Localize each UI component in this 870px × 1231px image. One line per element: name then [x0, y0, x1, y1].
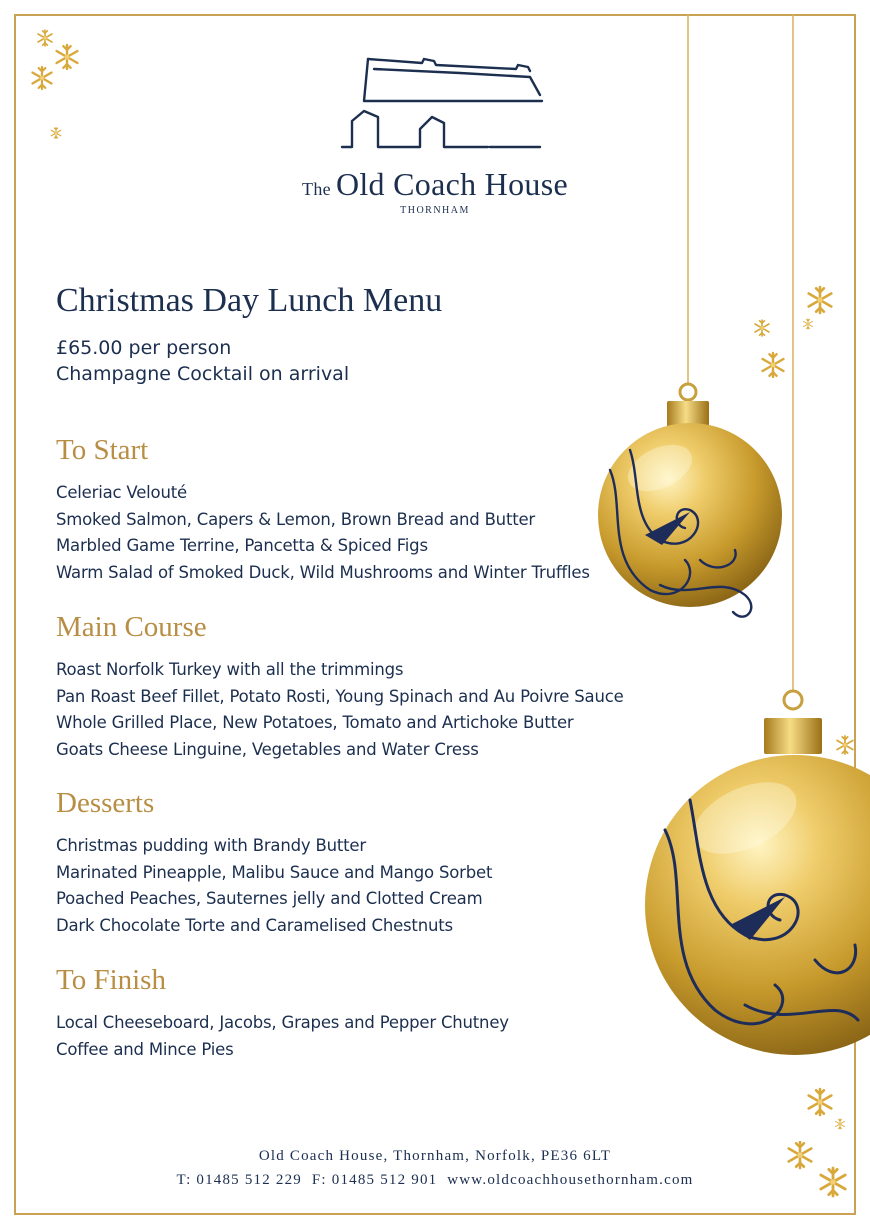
logo-location: THORNHAM: [400, 205, 470, 216]
bauble-icon: [598, 384, 782, 617]
logo-name: [0, 166, 870, 203]
section-heading: To Start: [56, 434, 149, 466]
menu-item: Poached Peaches, Sauternes jelly and Clotted Cream: [56, 889, 483, 908]
arrival-note: Champagne Cocktail on arrival: [56, 363, 350, 385]
footer-contact: T: 01485 512 229 F: 01485 512 901 www.oldcoachhousethornham.com: [176, 1172, 694, 1188]
menu-item: Marbled Game Terrine, Pancetta & Spiced Figs: [56, 536, 428, 555]
section-to-finish: [56, 962, 509, 1063]
section-heading: Desserts: [56, 787, 155, 819]
logo: [0, 55, 870, 216]
menu-item: Celeriac Velouté: [56, 483, 187, 502]
menu-item: Christmas pudding with Brandy Butter: [56, 836, 366, 855]
section-main-course: [56, 609, 624, 763]
section-to-start: [56, 432, 590, 586]
menu-item: Roast Norfolk Turkey with all the trimmings: [56, 660, 404, 679]
logo-the: The: [302, 179, 331, 199]
bauble-icon: [645, 691, 870, 1055]
menu-item: Dark Chocolate Torte and Caramelised Chestnuts: [56, 915, 453, 935]
section-desserts: [56, 785, 492, 939]
coach-house-logo-icon: [310, 55, 560, 150]
menu-item: Coffee and Mince Pies: [56, 1039, 234, 1059]
menu-title: Christmas Day Lunch Menu: [56, 282, 443, 319]
menu-item: Warm Salad of Smoked Duck, Wild Mushrooms and Winter Truffles: [56, 562, 590, 582]
menu-item: Local Cheeseboard, Jacobs, Grapes and Pepper Chutney: [56, 1013, 509, 1032]
menu-item: Marinated Pineapple, Malibu Sauce and Mango Sorbet: [56, 862, 493, 882]
section-heading: Main Course: [56, 611, 207, 643]
section-heading: To Finish: [56, 964, 166, 996]
menu-item: Whole Grilled Place, New Potatoes, Tomato and Artichoke Butter: [56, 713, 574, 732]
menu-item: Pan Roast Beef Fillet, Potato Rosti, Young Spinach and Au Poivre Sauce: [56, 686, 624, 706]
menu-item: Goats Cheese Linguine, Vegetables and Water Cress: [56, 739, 479, 759]
logo-title: Old Coach House: [335, 166, 568, 202]
price-block: [56, 335, 349, 387]
price: £65.00 per person: [56, 337, 232, 359]
footer-address: Old Coach House, Thornham, Norfolk, PE36 6LT: [258, 1148, 612, 1164]
menu-item: Smoked Salmon, Capers & Lemon, Brown Bread and Butter: [56, 509, 536, 529]
